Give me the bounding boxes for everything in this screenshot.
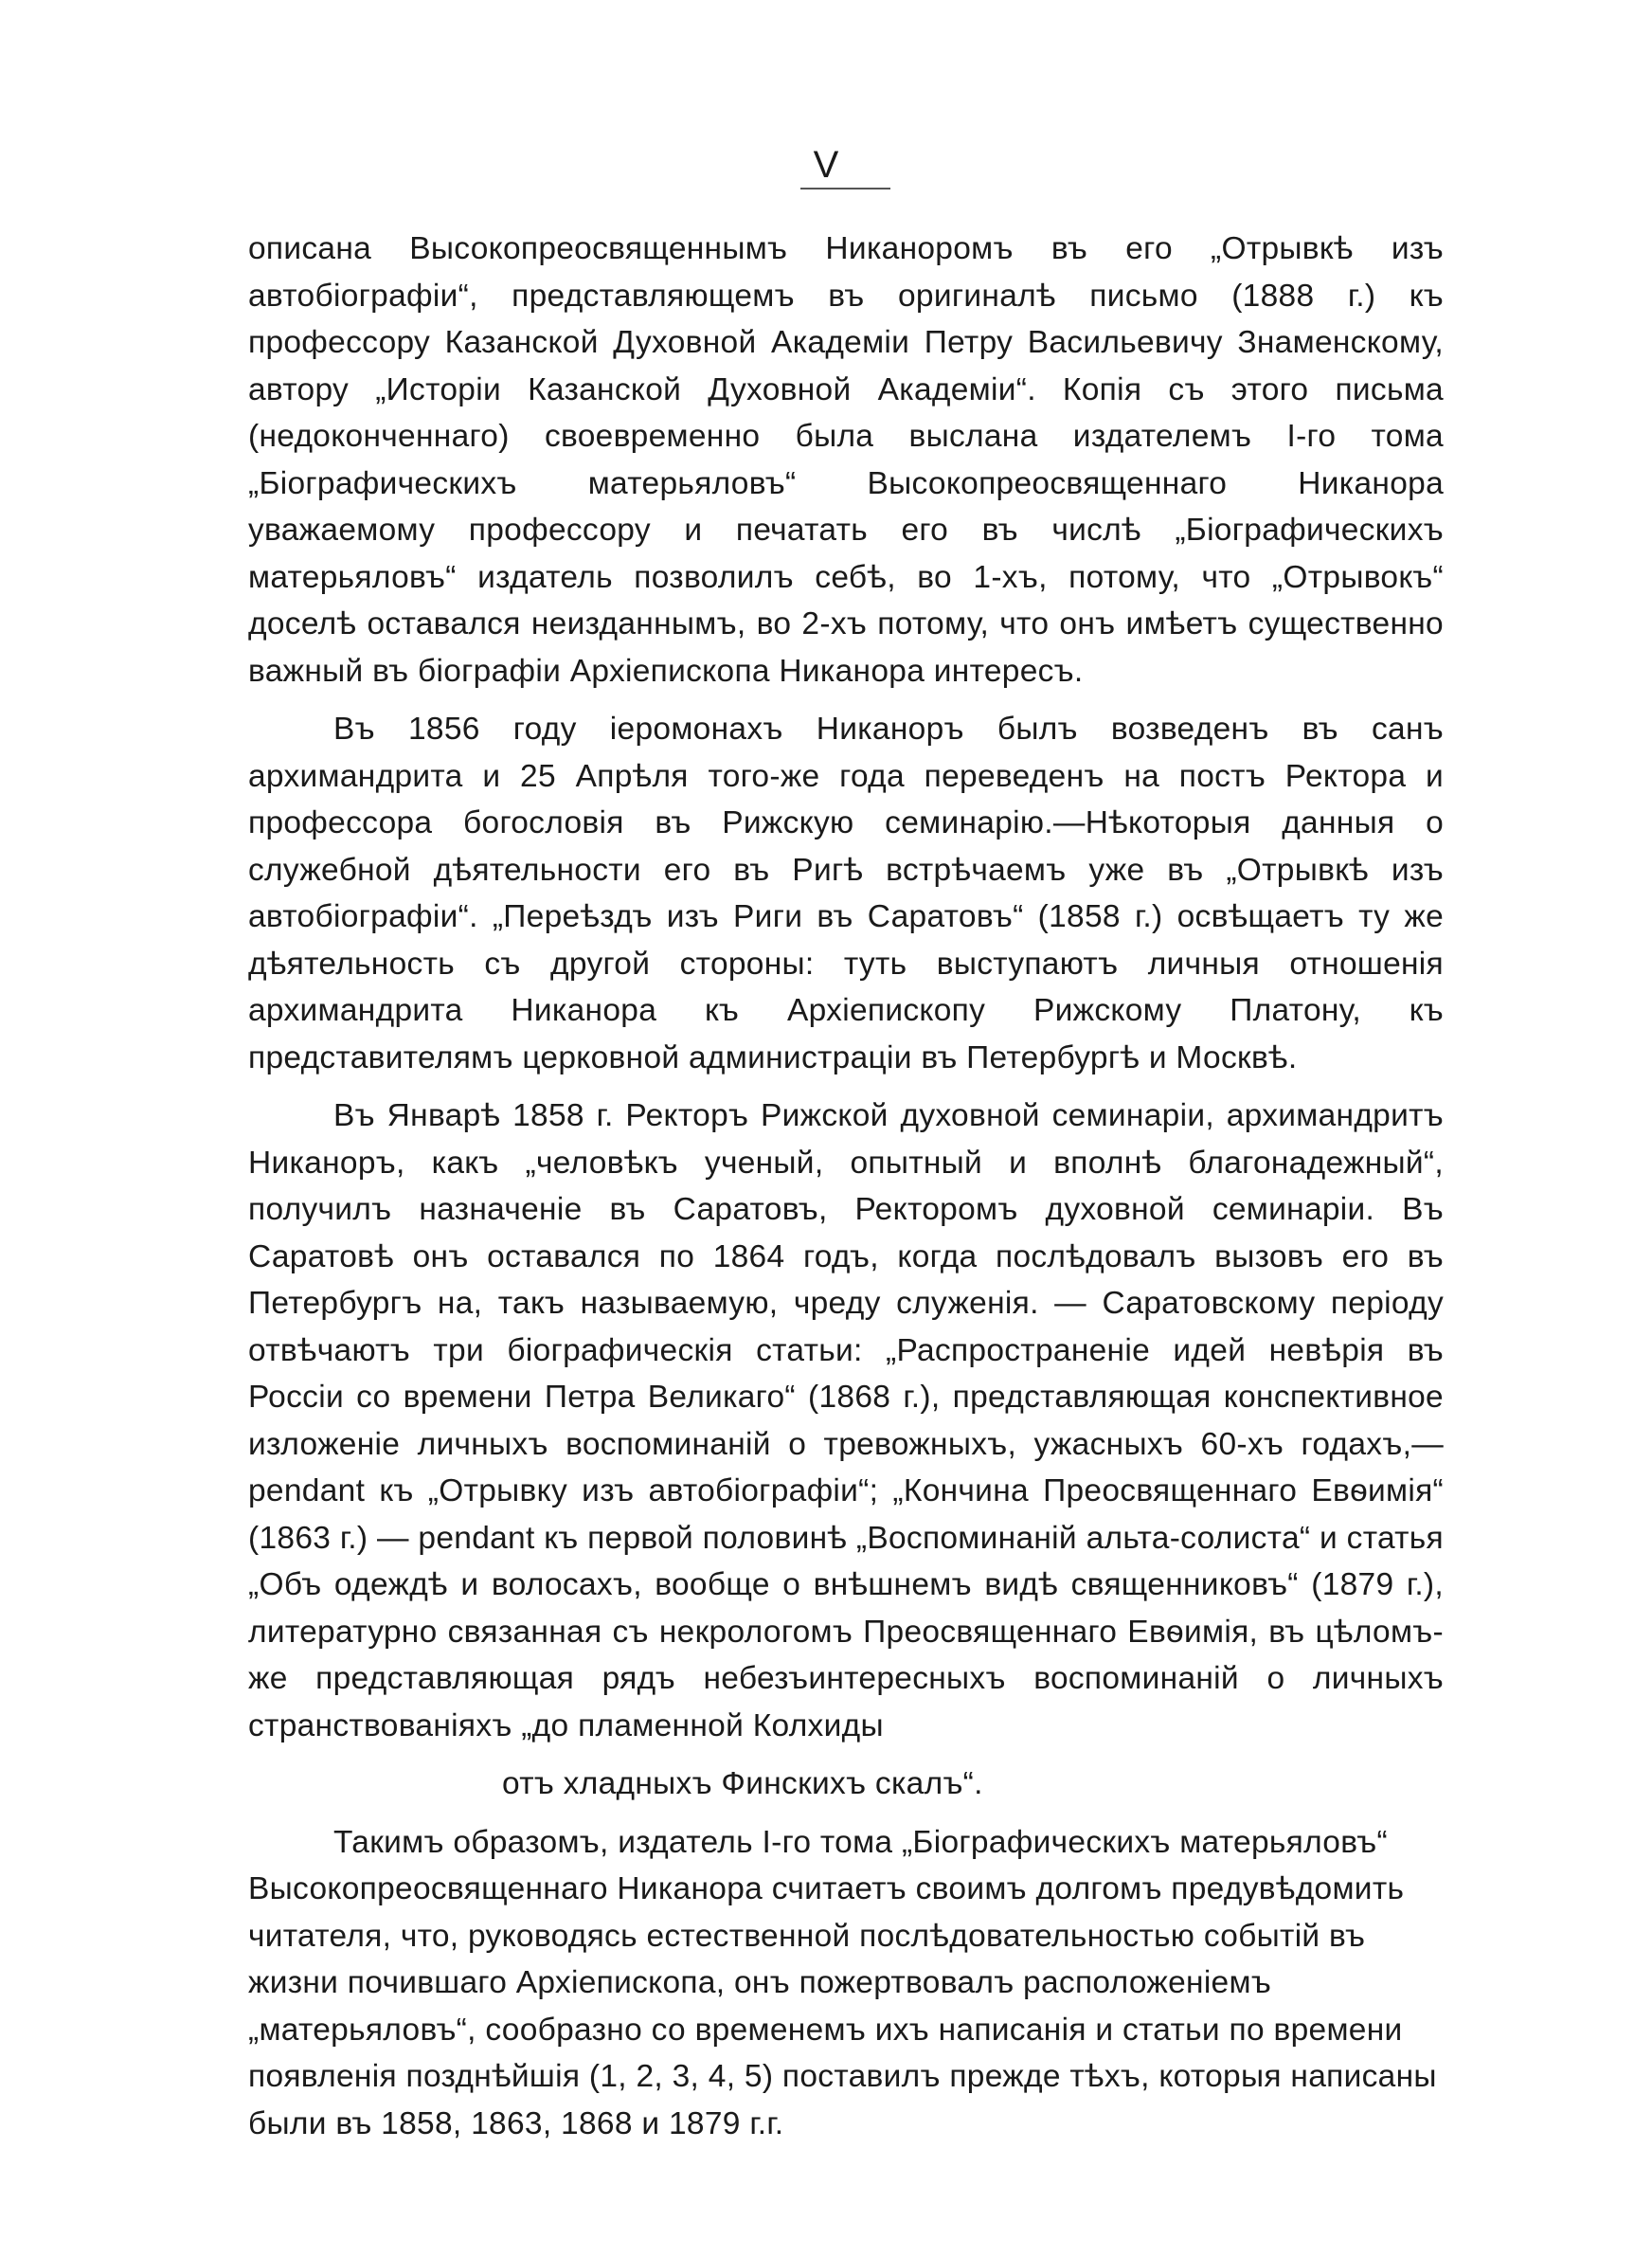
paragraph-continued: описана Высокопреосвященнымъ Никаноромъ въ его „Отрывкѣ изъ автобіографіи“, представляющемъ въ оригиналѣ письмо (1888 г.) къ профессору Казанской Духовной Академіи Петру Васильевичу Знаменскому, автору „Исторіи Казанской Духовной Академіи“. Копія съ этого письма (недоконченнаго) своевременно была выслана издателемъ I-го тома „Біографическихъ матерьяловъ“ Высокопреосвященнаго Никанора уважаемому профессору и печатать его въ числѣ „Біографическихъ матерьяловъ“ издатель позволилъ себѣ, во 1-хъ, потому, что „Отрывокъ“ доселѣ оставался неизданнымъ, во 2-хъ потому, что онъ имѣетъ существенно важный въ біографіи Архіепископа Никанора интересъ. <box>248 231 1444 689</box>
page-number-rule <box>800 188 890 190</box>
page-number: V <box>813 144 839 186</box>
verse-line: отъ хладныхъ Финскихъ скалъ“. <box>502 1766 983 1801</box>
paragraph-closing: Такимъ образомъ, издатель I-го тома „Біографическихъ матерьяловъ“ Высокопреосвященнаго Никанора считаетъ своимъ долгомъ предувѣдомить читателя, что, руководясь естественной послѣдовательностью событій въ жизни почившаго Архіепископа, онъ пожертвовалъ расположеніемъ „матерьяловъ“, сообразно со временемъ ихъ написанія и статьи по времени появленія позднѣйшія (1, 2, 3, 4, 5) поставилъ прежде тѣхъ, которыя написаны были въ 1858, 1863, 1868 и 1879 г.г. <box>248 1824 1437 2141</box>
body-text <box>248 226 1444 2158</box>
paragraph-saratov: Въ Январѣ 1858 г. Ректоръ Рижской духовной семинаріи, архимандритъ Никаноръ, какъ „человѣкъ ученый, опытный и вполнѣ благонадежный“, получилъ назначеніе въ Саратовъ, Ректоромъ духовной семинаріи. Въ Саратовѣ онъ оставался по 1864 годъ, когда послѣдовалъ вызовъ его въ Петербургъ на, такъ называемую, чреду служенія. — Саратовскому періоду отвѣчаютъ три біографическія статьи: „Распространеніе идей невѣрія въ Россіи со времени Петра Великаго“ (1868 г.), представляющая конспективное изложеніе личныхъ воспоминаній о тревожныхъ, ужасныхъ 60-хъ годахъ,— pendant къ „Отрывку изъ автобіографіи“; „Кончина Преосвященнаго Евѳимія“ (1863 г.) — pendant къ первой половинѣ „Воспоминаній альта-солиста“ и статья „Объ одеждѣ и волосахъ, вообще о внѣшнемъ видѣ священниковъ“ (1879 г.), литературно связанная съ некрологомъ Преосвященнаго Евѳимія, въ цѣломъ-же представляющая рядъ небезъинтересныхъ воспоминаній о личныхъ странствованіяхъ „до пламенной Колхиды <box>248 1098 1444 1743</box>
paragraph-riga: Въ 1856 году іеромонахъ Никаноръ былъ возведенъ въ санъ архимандрита и 25 Апрѣля того-же года переведенъ на постъ Ректора и профессора богословія въ Рижскую семинарію.—Нѣкоторыя данныя о служебной дѣятельности его въ Ригѣ встрѣчаемъ уже въ „Отрывкѣ изъ автобіографіи“. „Переѣздъ изъ Риги въ Саратовъ“ (1858 г.) освѣщаетъ ту же дѣятельность съ другой стороны: туть выступаютъ личныя отношенія архимандрита Никанора къ Архіепископу Рижскому Платону, къ представителямъ церковной администраціи въ Петербургѣ и Москвѣ. <box>248 712 1444 1075</box>
